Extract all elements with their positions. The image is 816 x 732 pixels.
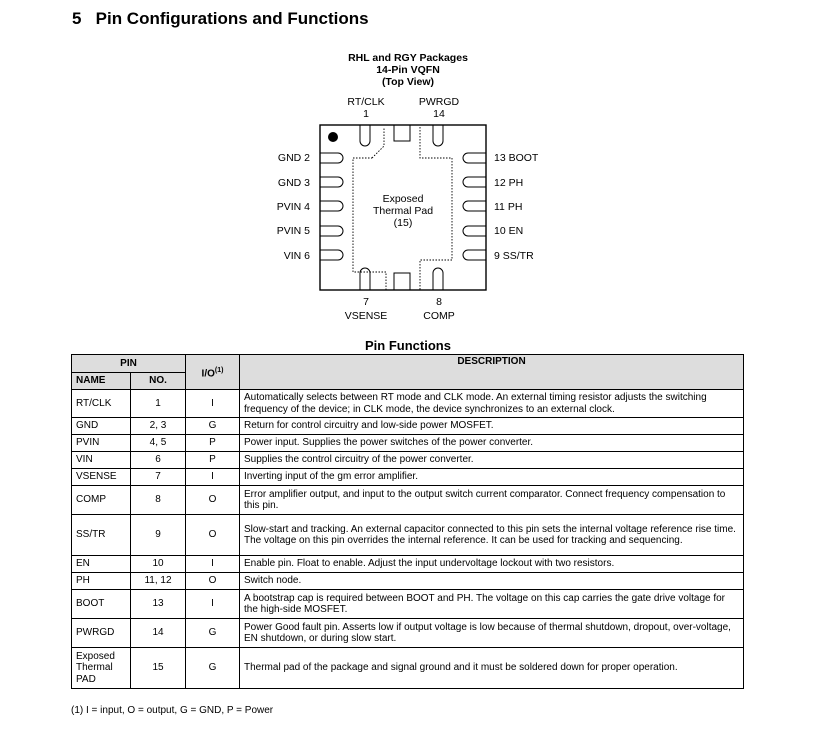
pin-io-cell: O [186, 515, 240, 556]
table-row [72, 648, 744, 689]
pin-1-marker-dot [328, 132, 338, 142]
pin-io-cell: I [186, 590, 240, 619]
pin-description-cell: A bootstrap cap is required between BOOT and PH. The voltage on this cap carries the gate drive voltage for the high-side MOSFET. [240, 590, 744, 619]
pin-10-label: 10 EN [494, 225, 524, 237]
pin-description-cell: Return for control circuitry and low-side power MOSFET. [240, 418, 744, 435]
package-view: (Top View) [381, 76, 435, 88]
pin-7-name: VSENSE [344, 310, 388, 322]
pin-2-label: GND 2 [277, 152, 310, 164]
pin-io-cell: I [186, 469, 240, 486]
pin-io-cell: I [186, 390, 240, 418]
pin-description-cell: Power Good fault pin. Asserts low if output voltage is low because of thermal shutdown, dropout, over-voltage, EN shutdown, or during slow start. [240, 619, 744, 648]
pin-functions-table [71, 354, 744, 689]
pin-number-cell: 14 [131, 619, 186, 648]
pin-name-cell: PH [72, 573, 131, 590]
pin-description-cell: Error amplifier output, and input to the output switch current comparator. Connect frequency compensation to this pin. [240, 486, 744, 515]
pin-14-name: PWRGD [418, 96, 460, 108]
pin-description-cell: Slow-start and tracking. An external capacitor connected to this pin sets the internal voltage reference rise time. The voltage on this pin overrides the internal reference. It can be used for tracking and sequencing. [240, 515, 744, 556]
table-row [72, 418, 744, 435]
pin-5-label: PVIN 5 [276, 225, 310, 237]
pin-io-cell: O [186, 573, 240, 590]
table-row [72, 452, 744, 469]
pin-io-cell: G [186, 418, 240, 435]
pin-io-cell: I [186, 556, 240, 573]
pin-number-cell: 2, 3 [131, 418, 186, 435]
table-row [72, 390, 744, 418]
pin-io-cell: O [186, 486, 240, 515]
pin-number-cell: 10 [131, 556, 186, 573]
pin-name-cell: RT/CLK [72, 390, 131, 418]
footnote: (1) I = input, O = output, G = GND, P = Power [71, 705, 274, 716]
pin-8-name: COMP [423, 310, 455, 322]
name-header: NAME [72, 373, 131, 390]
pin-io-cell: G [186, 648, 240, 689]
table-row [72, 469, 744, 486]
pin-3-label: GND 3 [277, 177, 310, 189]
pin-description-cell: Automatically selects between RT mode and CLK mode. An external timing resistor adjusts the switching frequency of the device; in CLK mode, the device synchronizes to an external clock. [240, 390, 744, 418]
pin-description-cell: Power input. Supplies the power switches of the power converter. [240, 435, 744, 452]
pin-1-number: 1 [363, 108, 369, 120]
pin-description-cell: Switch node. [240, 573, 744, 590]
pin-6-label: VIN 6 [283, 250, 310, 262]
pin-functions-title: Pin Functions [365, 338, 451, 353]
pin-9-label: 9 SS/TR [494, 250, 534, 262]
pin-number-cell: 7 [131, 469, 186, 486]
io-header: $I/O^{(1)}$ [186, 355, 240, 390]
pin-name-cell: COMP [72, 486, 131, 515]
number-header: NO. [131, 373, 186, 390]
package-type: 14-Pin VQFN [376, 64, 440, 76]
pin-name-cell: VSENSE [72, 469, 131, 486]
pin-number-cell: 15 [131, 648, 186, 689]
pin-11-label: 11 PH [494, 201, 523, 213]
thermal-pad-label: Exposed Thermal Pad (15) [372, 193, 434, 229]
table-row [72, 486, 744, 515]
pin-number-cell: 4, 5 [131, 435, 186, 452]
pin-name-cell: PVIN [72, 435, 131, 452]
pin-number-cell: 13 [131, 590, 186, 619]
pin-name-cell: BOOT [72, 590, 131, 619]
pin-header: PIN [72, 355, 186, 373]
table-row [72, 590, 744, 619]
section-title: 5 Pin Configurations and Functions [72, 9, 369, 28]
description-header: DESCRIPTION [240, 355, 744, 390]
pin-name-cell: SS/TR [72, 515, 131, 556]
table-row [72, 435, 744, 452]
pin-4-label: PVIN 4 [276, 201, 310, 213]
pin-14-number: 14 [433, 108, 445, 120]
pin-description-cell: Inverting input of the gm error amplifier. [240, 469, 744, 486]
pin-13-label: 13 BOOT [494, 152, 539, 164]
pin-number-cell: 9 [131, 515, 186, 556]
table-row [72, 515, 744, 556]
table-row [72, 619, 744, 648]
package-name: RHL and RGY Packages [348, 52, 468, 64]
pin-io-cell: G [186, 619, 240, 648]
pin-name-cell: Exposed Thermal PAD [72, 648, 131, 689]
pin-name-cell: VIN [72, 452, 131, 469]
pin-description-cell: Thermal pad of the package and signal ground and it must be soldered down for proper operation. [240, 648, 744, 689]
pin-description-cell: Supplies the control circuitry of the power converter. [240, 452, 744, 469]
pin-name-cell: PWRGD [72, 619, 131, 648]
pin-name-cell: GND [72, 418, 131, 435]
pin-number-cell: 6 [131, 452, 186, 469]
table-row [72, 573, 744, 590]
pin-name-cell: EN [72, 556, 131, 573]
pin-12-label: 12 PH [494, 177, 524, 189]
pin-8-number: 8 [436, 296, 442, 308]
table-row [72, 556, 744, 573]
pin-number-cell: 8 [131, 486, 186, 515]
pin-description-cell: Enable pin. Float to enable. Adjust the input undervoltage lockout with two resistors. [240, 556, 744, 573]
pin-number-cell: 1 [131, 390, 186, 418]
pin-io-cell: P [186, 452, 240, 469]
pin-1-name: RT/CLK [347, 96, 385, 108]
pin-number-cell: 11, 12 [131, 573, 186, 590]
pin-7-number: 7 [363, 296, 369, 308]
pin-io-cell: P [186, 435, 240, 452]
